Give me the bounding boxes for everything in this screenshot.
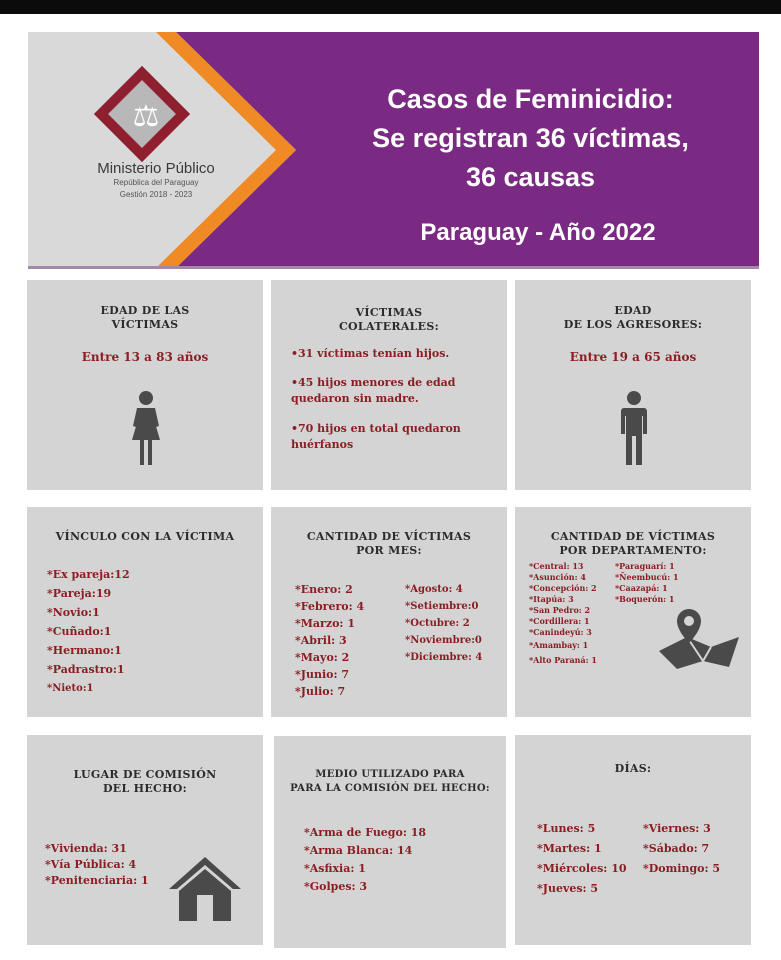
list-item: *Cordillera: 1 [529, 616, 590, 626]
departments-col-2 [615, 561, 679, 605]
card-vinculo [27, 507, 263, 717]
card-victimas-colaterales [271, 280, 507, 490]
card-edad-victimas [27, 280, 263, 490]
list-item: *Domingo: 5 [643, 862, 721, 875]
list-item: *Julio: 7 [295, 685, 346, 698]
days-col-1 [537, 819, 627, 899]
departments-col-1 [529, 561, 597, 666]
list-item: *Canindeyú: 3 [529, 627, 592, 637]
header-banner [28, 32, 759, 268]
list-item: *Penitenciaria: 1 [45, 874, 149, 887]
list-item: *Miércoles: 10 [537, 862, 627, 875]
title-line: EDAD [614, 304, 652, 317]
list-item: *Central: 13 [529, 561, 584, 571]
list-item: *Golpes: 3 [304, 880, 368, 893]
list-item: *Amambay: 1 [529, 640, 589, 650]
list-item: *Cuñado:1 [47, 625, 112, 638]
list-item: huérfanos [291, 438, 354, 451]
list-item: *Nieto:1 [47, 683, 94, 694]
colaterales-list [291, 346, 461, 453]
list-item: •45 hijos menores de edad [291, 376, 456, 389]
card-title [515, 530, 751, 558]
title-line: POR MES: [356, 544, 422, 557]
list-item: *Ex pareja:12 [47, 568, 130, 581]
title-line: POR DEPARTAMENTO: [559, 544, 707, 557]
list-item: *Vivienda: 31 [45, 842, 127, 855]
list-item: *Setiembre:0 [405, 601, 479, 612]
top-black-bar [0, 0, 781, 14]
card-lugar [27, 735, 263, 945]
list-item: *Febrero: 4 [295, 600, 365, 613]
card-dias [515, 735, 751, 945]
list-item: •70 hijos en total quedaron [291, 422, 461, 435]
list-item: *Paraguarí: 1 [615, 561, 675, 571]
card-edad-agresores [515, 280, 751, 490]
list-item: *Sábado: 7 [643, 842, 710, 855]
title-line: PARA LA COMISIÓN DEL HECHO: [290, 783, 490, 794]
age-range: Entre 19 a 65 años [569, 350, 697, 364]
list-item: quedaron sin madre. [291, 392, 419, 405]
card-title: VÍNCULO CON LA VÍCTIMA [55, 530, 235, 543]
days-col-2 [643, 819, 720, 879]
title-line: CANTIDAD DE VÍCTIMAS [550, 530, 716, 543]
title-line: LUGAR DE COMISIÓN [73, 768, 217, 781]
title-line: DE LOS AGRESORES: [563, 318, 703, 331]
list-item: *Vía Pública: 4 [45, 858, 137, 871]
org-subtitle: República del Paraguay [113, 178, 199, 187]
card-title [27, 768, 263, 796]
map-pin-icon [657, 607, 741, 669]
list-item: *Concepción: 2 [529, 583, 597, 593]
list-item: *Noviembre:0 [405, 635, 482, 646]
list-item: *Abril: 3 [295, 634, 347, 647]
list-item: *Octubre: 2 [405, 618, 470, 629]
title-line: DEL HECHO: [102, 782, 188, 795]
list-item: *Marzo: 1 [295, 617, 355, 630]
list-item: *Ñeembucú: 1 [615, 572, 679, 582]
list-item: •31 víctimas tenían hijos. [291, 347, 450, 360]
list-item: *Arma de Fuego: 18 [304, 826, 427, 839]
list-item: *Arma Blanca: 14 [304, 844, 413, 857]
title-line-1: Casos de Feminicidio: [387, 84, 674, 114]
title-line: COLATERALES: [339, 320, 439, 333]
list-item: *Padrastro:1 [47, 663, 125, 676]
org-term: Gestión 2018 - 2023 [119, 190, 193, 199]
list-item: *Diciembre: 4 [405, 652, 483, 663]
card-title [271, 530, 507, 558]
list-item: *Boquerón: 1 [615, 594, 675, 604]
scales-icon: ⚖ [132, 99, 160, 134]
list-item: *Junio: 7 [295, 668, 350, 681]
list-item: *Novio:1 [47, 606, 100, 619]
card-title [271, 306, 507, 334]
list-item: *Jueves: 5 [537, 882, 599, 895]
card-title [27, 304, 263, 332]
header-title [318, 80, 743, 197]
card-medio [274, 736, 506, 948]
list-item: *Viernes: 3 [643, 822, 711, 835]
lugar-list [45, 841, 149, 889]
list-item: *Pareja:19 [47, 587, 112, 600]
list-item: *San Pedro: 2 [529, 605, 591, 615]
list-item: *Mayo: 2 [295, 651, 350, 664]
months-col-2 [405, 581, 482, 666]
card-por-mes [271, 507, 507, 717]
list-item: *Martes: 1 [537, 842, 602, 855]
age-range: Entre 13 a 83 años [81, 350, 209, 364]
list-item: *Itapúa: 3 [529, 594, 574, 604]
year-line: Paraguay - Año 2022 [420, 219, 656, 246]
card-title [274, 768, 506, 796]
card-por-departamento [515, 507, 751, 717]
card-title: DÍAS: [614, 762, 652, 775]
medio-list [304, 824, 426, 896]
title-line: VÍCTIMAS [355, 306, 423, 319]
list-item: *Asunción: 4 [529, 572, 586, 582]
title-line: CANTIDAD DE VÍCTIMAS [306, 530, 472, 543]
woman-icon [127, 390, 165, 466]
list-item: *Enero: 2 [295, 583, 353, 596]
list-item: *Agosto: 4 [405, 584, 463, 595]
list-item: *Caazapá: 1 [615, 583, 668, 593]
title-line: EDAD DE LAS [100, 304, 190, 317]
title-line-2: Se registran 36 víctimas, [372, 123, 689, 153]
org-name: Ministerio Público [97, 160, 215, 177]
title-line-3: 36 causas [465, 162, 596, 192]
months-col-1 [295, 581, 364, 700]
title-line: MEDIO UTILIZADO PARA [315, 769, 465, 780]
vinculo-list [47, 565, 130, 698]
list-item: *Asfixia: 1 [304, 862, 366, 875]
card-title [515, 304, 751, 332]
list-item: *Hermano:1 [47, 644, 122, 657]
man-icon [619, 390, 649, 466]
list-item: *Lunes: 5 [537, 822, 596, 835]
header-divider [28, 266, 759, 269]
title-line: VÍCTIMAS [111, 318, 179, 331]
house-icon [167, 855, 243, 923]
list-item: *Alto Paraná: 1 [529, 655, 597, 665]
